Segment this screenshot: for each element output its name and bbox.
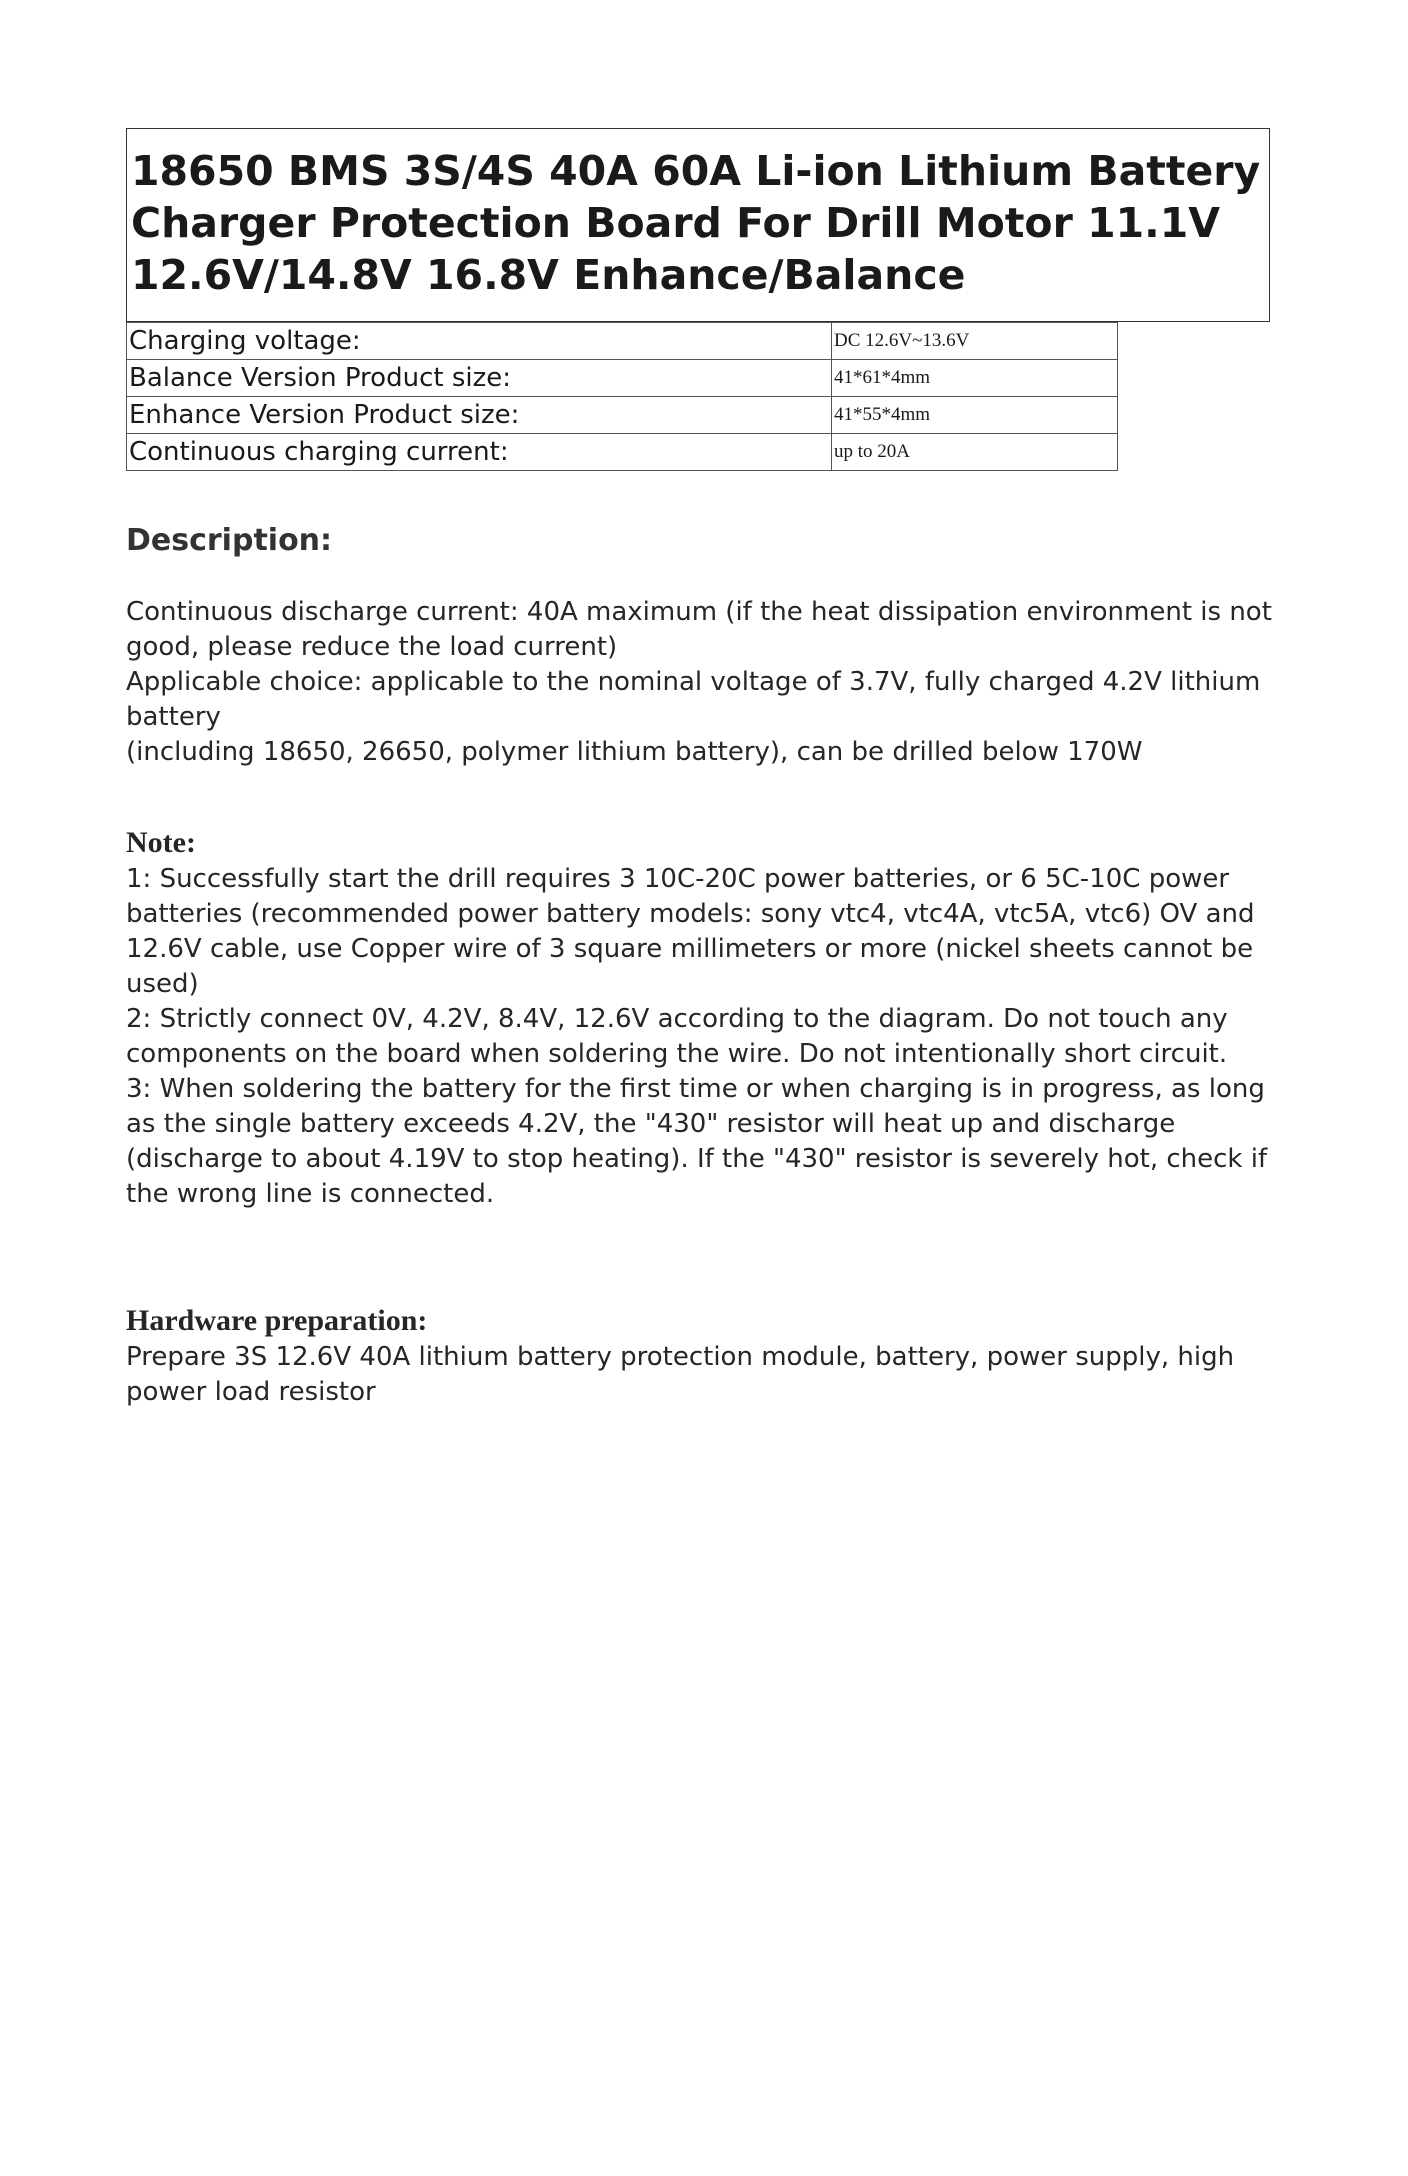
- spec-label: Continuous charging current:: [127, 434, 832, 471]
- note-item: 1: Successfully start the drill requires 3 10C-20C power batteries, or 6 5C-10C power batteries (recommended power battery models: sony vtc4, vtc4A, vtc5A, vtc6) OV and 12.6V cable, use Copper wire of 3 square millimeters or more (nickel sheets cannot be used): [126, 864, 1255, 999]
- spec-table: [126, 322, 1118, 471]
- spec-value: 41*55*4mm: [832, 397, 1118, 434]
- page-title: 18650 BMS 3S/4S 40A 60A Li-ion Lithium Battery Charger Protection Board For Drill Motor 11.1V 12.6V/14.8V 16.8V Enhance/Balance: [131, 147, 1261, 299]
- description-body: [126, 595, 1272, 770]
- note-item: 2: Strictly connect 0V, 4.2V, 8.4V, 12.6V according to the diagram. Do not touch any components on the board when soldering the wire. Do not intentionally short circuit.: [126, 1004, 1228, 1069]
- hardware-heading: [126, 1302, 1272, 1340]
- hardware-heading-text: Hardware preparation: [126, 1304, 418, 1337]
- description-line: (including 18650, 26650, polymer lithium battery), can be drilled below 170W: [126, 737, 1143, 767]
- document-page: [126, 128, 1272, 1410]
- table-row: [127, 434, 1118, 471]
- table-row: [127, 323, 1118, 360]
- note-item: 3: When soldering the battery for the first time or when charging is in progress, as long as the single battery exceeds 4.2V, the "430" resistor will heat up and discharge (discharge to about 4.19V to stop heating). If the "430" resistor is severely hot, check if the wrong line is connected.: [126, 1074, 1268, 1209]
- note-body: [126, 862, 1272, 1212]
- spec-label: Charging voltage:: [127, 323, 832, 360]
- title-box: [126, 128, 1270, 322]
- hardware-text: Prepare 3S 12.6V 40A lithium battery protection module, battery, power supply, high power load resistor: [126, 1342, 1235, 1407]
- table-row: [127, 397, 1118, 434]
- description-line: Continuous discharge current: 40A maximum (if the heat dissipation environment is not good, please reduce the load current): [126, 597, 1272, 662]
- spec-value: up to 20A: [832, 434, 1118, 471]
- hardware-heading-colon: :: [417, 1304, 428, 1337]
- note-heading: Note:: [126, 826, 196, 859]
- spec-label: Balance Version Product size:: [127, 360, 832, 397]
- spec-label: Enhance Version Product size:: [127, 397, 832, 434]
- description-heading: Description:: [126, 523, 333, 558]
- spec-value: DC 12.6V~13.6V: [832, 323, 1118, 360]
- spec-value: 41*61*4mm: [832, 360, 1118, 397]
- description-line: Applicable choice: applicable to the nominal voltage of 3.7V, fully charged 4.2V lithium battery: [126, 667, 1261, 732]
- table-row: [127, 360, 1118, 397]
